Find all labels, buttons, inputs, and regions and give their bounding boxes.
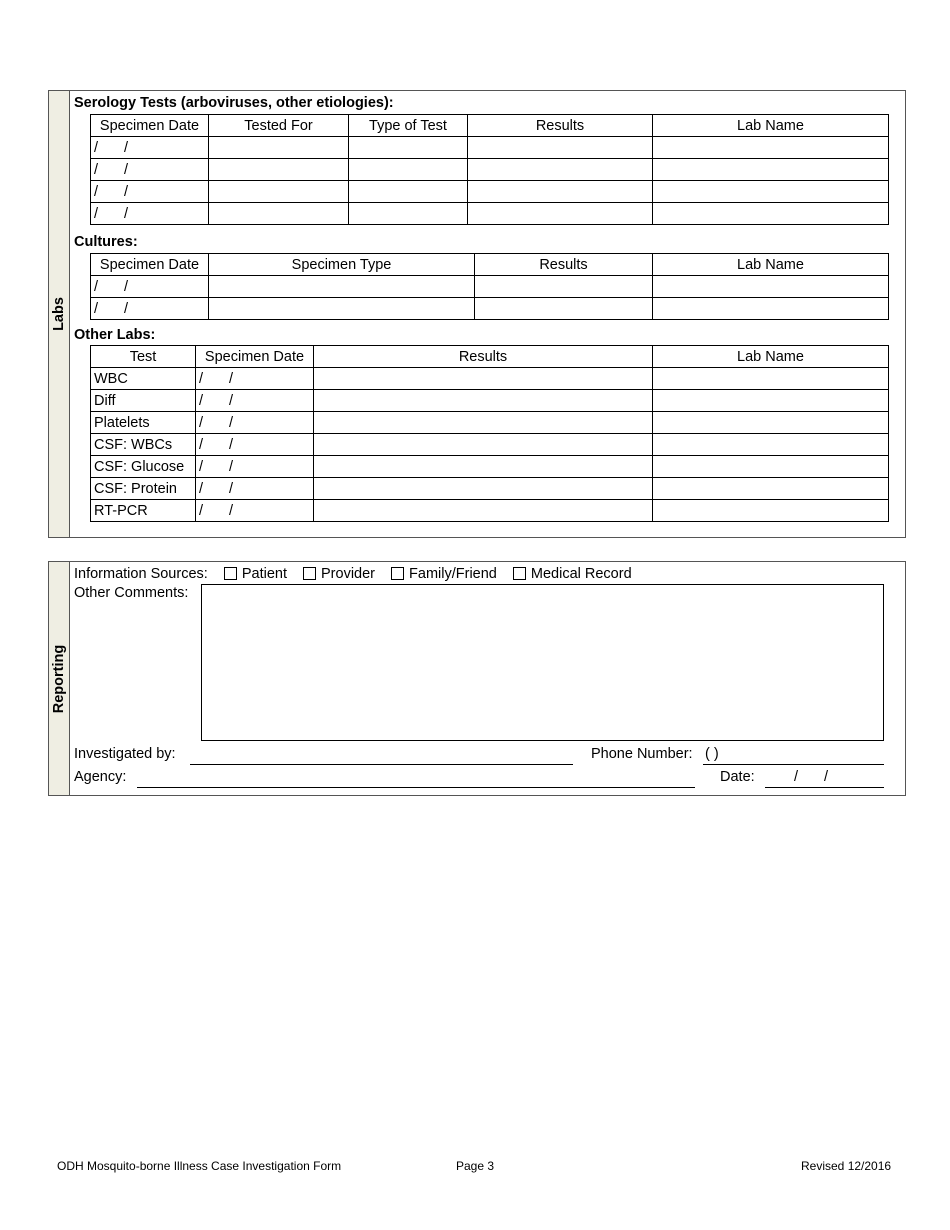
- specimen-date-field[interactable]: / /: [196, 500, 314, 522]
- lab-name-field[interactable]: [653, 390, 889, 412]
- specimen-date-field[interactable]: / /: [91, 159, 209, 181]
- other-labs-header-row: [91, 346, 889, 368]
- date-line: [765, 787, 884, 788]
- other-labs-header: Test: [91, 346, 196, 368]
- results-field[interactable]: [475, 276, 653, 298]
- specimen-date-field[interactable]: / /: [196, 478, 314, 500]
- investigated-by-label: Investigated by:: [74, 746, 176, 762]
- test-name: CSF: Glucose: [91, 456, 196, 478]
- footer-form-name: ODH Mosquito-borne Illness Case Investigation Form: [57, 1159, 342, 1173]
- information-sources-label: Information Sources:: [74, 566, 208, 582]
- specimen-date-field[interactable]: / /: [196, 390, 314, 412]
- specimen-date-field[interactable]: / /: [91, 298, 209, 320]
- other-comments-textarea[interactable]: [201, 584, 884, 741]
- specimen-type-field[interactable]: [209, 298, 475, 320]
- phone-number-line: [703, 764, 884, 765]
- other-labs-header: Specimen Date: [196, 346, 314, 368]
- table-row: [91, 478, 889, 500]
- cultures-header: Results: [475, 254, 653, 276]
- cultures-title: Cultures:: [74, 234, 138, 250]
- results-field[interactable]: [314, 478, 653, 500]
- results-field[interactable]: [468, 159, 653, 181]
- results-field[interactable]: [314, 500, 653, 522]
- other-labs-header: Lab Name: [653, 346, 889, 368]
- test-name: WBC: [91, 368, 196, 390]
- other-comments-label: Other Comments:: [74, 585, 189, 601]
- lab-name-field[interactable]: [653, 368, 889, 390]
- results-field[interactable]: [468, 181, 653, 203]
- table-row: [91, 368, 889, 390]
- agency-label: Agency:: [74, 769, 127, 785]
- investigated-by-field[interactable]: [190, 764, 573, 765]
- results-field[interactable]: [314, 368, 653, 390]
- lab-name-field[interactable]: [653, 456, 889, 478]
- tested-for-field[interactable]: [209, 181, 349, 203]
- reporting-side-label: Reporting: [51, 644, 67, 713]
- cultures-table: [90, 253, 889, 320]
- results-field[interactable]: [314, 390, 653, 412]
- lab-name-field[interactable]: [653, 276, 889, 298]
- reporting-section: [48, 561, 906, 796]
- other-labs-header: Results: [314, 346, 653, 368]
- family-friend-checkbox[interactable]: [391, 567, 404, 580]
- table-row: [91, 434, 889, 456]
- patient-label: Patient: [241, 566, 287, 582]
- serology-title: Serology Tests (arboviruses, other etiologies):: [74, 95, 394, 111]
- specimen-date-field[interactable]: / /: [196, 368, 314, 390]
- lab-name-field[interactable]: [653, 478, 889, 500]
- results-field[interactable]: [314, 456, 653, 478]
- specimen-type-field[interactable]: [209, 276, 475, 298]
- information-sources-row: [74, 566, 632, 582]
- labs-sidebar: [49, 91, 70, 537]
- results-field[interactable]: [468, 203, 653, 225]
- table-row: [91, 203, 889, 225]
- medical-record-checkbox[interactable]: [513, 567, 526, 580]
- labs-side-label: Labs: [51, 297, 67, 331]
- phone-number-label: Phone Number:: [591, 746, 693, 762]
- family-friend-label: Family/Friend: [409, 566, 497, 582]
- test-name: CSF: Protein: [91, 478, 196, 500]
- results-field[interactable]: [468, 137, 653, 159]
- provider-label: Provider: [321, 566, 376, 582]
- test-name: RT-PCR: [91, 500, 196, 522]
- test-name: Diff: [91, 390, 196, 412]
- lab-name-field[interactable]: [653, 500, 889, 522]
- results-field[interactable]: [475, 298, 653, 320]
- lab-name-field[interactable]: [653, 412, 889, 434]
- specimen-date-field[interactable]: / /: [196, 456, 314, 478]
- specimen-date-field[interactable]: / /: [91, 203, 209, 225]
- table-row: [91, 412, 889, 434]
- serology-header: Tested For: [209, 115, 349, 137]
- test-name: CSF: WBCs: [91, 434, 196, 456]
- lab-name-field[interactable]: [653, 181, 889, 203]
- table-row: [91, 137, 889, 159]
- serology-table: [90, 114, 889, 225]
- cultures-header: Specimen Date: [91, 254, 209, 276]
- results-field[interactable]: [314, 434, 653, 456]
- serology-header: Lab Name: [653, 115, 889, 137]
- date-label: Date:: [720, 769, 755, 785]
- type-of-test-field[interactable]: [349, 137, 468, 159]
- lab-name-field[interactable]: [653, 434, 889, 456]
- table-row: [91, 181, 889, 203]
- table-row: [91, 298, 889, 320]
- specimen-date-field[interactable]: / /: [91, 137, 209, 159]
- cultures-header: Specimen Type: [209, 254, 475, 276]
- type-of-test-field[interactable]: [349, 181, 468, 203]
- table-row: [91, 456, 889, 478]
- specimen-date-field[interactable]: / /: [91, 181, 209, 203]
- other-labs-table: [90, 345, 889, 522]
- labs-section: [48, 90, 906, 538]
- serology-header: Type of Test: [349, 115, 468, 137]
- type-of-test-field[interactable]: [349, 203, 468, 225]
- footer-page-number: Page 3: [456, 1159, 495, 1173]
- serology-header: Results: [468, 115, 653, 137]
- type-of-test-field[interactable]: [349, 159, 468, 181]
- provider-checkbox[interactable]: [303, 567, 316, 580]
- lab-name-field[interactable]: [653, 298, 889, 320]
- table-row: [91, 500, 889, 522]
- footer-revised: Revised 12/2016: [801, 1159, 892, 1173]
- specimen-date-field[interactable]: / /: [196, 434, 314, 456]
- serology-header-row: [91, 115, 889, 137]
- reporting-sidebar: [49, 562, 70, 795]
- medical-record-label: Medical Record: [530, 566, 632, 582]
- table-row: [91, 390, 889, 412]
- other-labs-title: Other Labs:: [74, 327, 156, 343]
- cultures-header: Lab Name: [653, 254, 889, 276]
- table-row: [91, 276, 889, 298]
- lab-name-field[interactable]: [653, 159, 889, 181]
- tested-for-field[interactable]: [209, 137, 349, 159]
- specimen-date-field[interactable]: / /: [196, 412, 314, 434]
- tested-for-field[interactable]: [209, 203, 349, 225]
- patient-checkbox[interactable]: [224, 567, 237, 580]
- date-field[interactable]: / /: [794, 769, 829, 785]
- phone-number-field[interactable]: ( ): [705, 746, 719, 762]
- agency-field[interactable]: [137, 787, 695, 788]
- serology-header: Specimen Date: [91, 115, 209, 137]
- lab-name-field[interactable]: [653, 203, 889, 225]
- tested-for-field[interactable]: [209, 159, 349, 181]
- specimen-date-field[interactable]: / /: [91, 276, 209, 298]
- results-field[interactable]: [314, 412, 653, 434]
- test-name: Platelets: [91, 412, 196, 434]
- cultures-header-row: [91, 254, 889, 276]
- table-row: [91, 159, 889, 181]
- lab-name-field[interactable]: [653, 137, 889, 159]
